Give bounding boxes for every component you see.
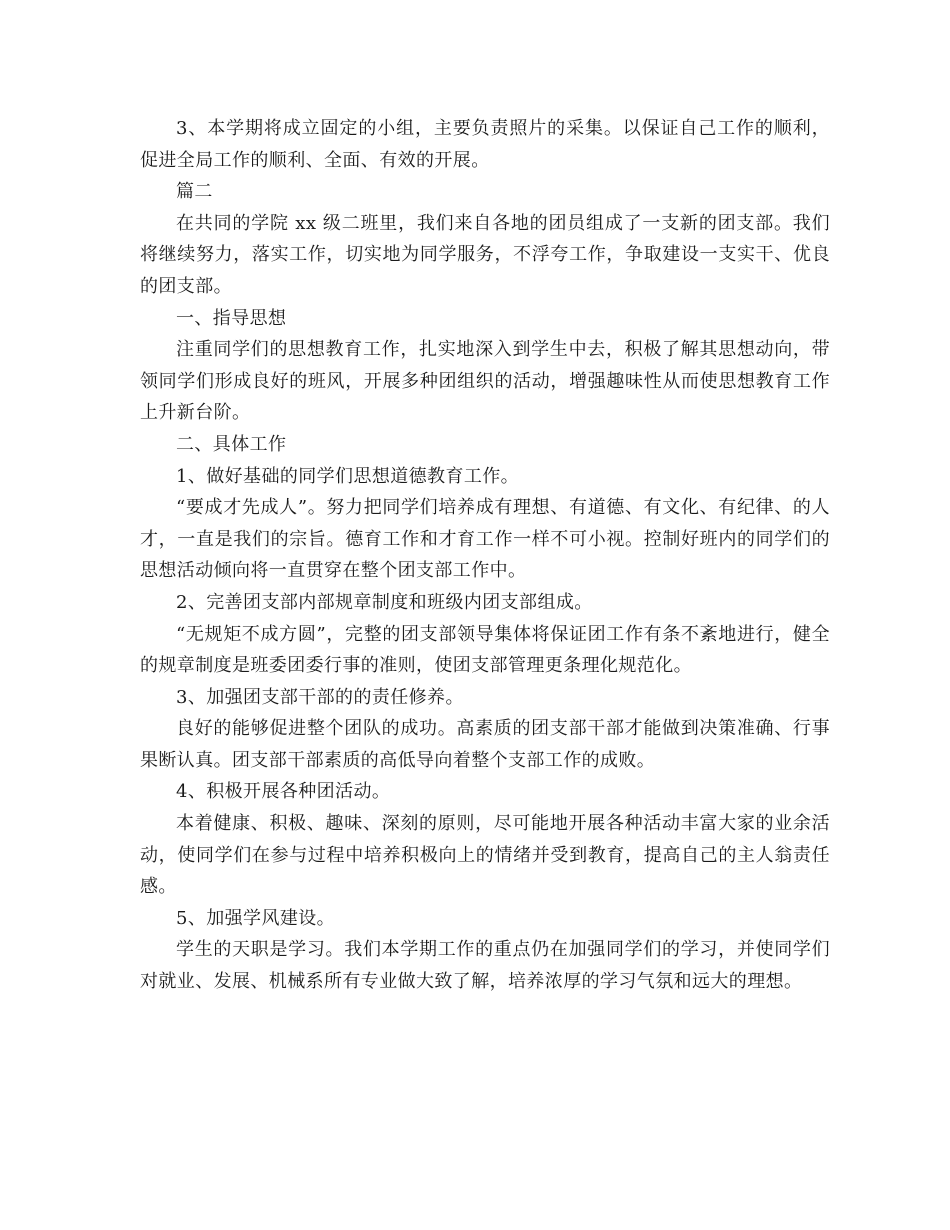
section-heading-part-two: 篇二: [176, 181, 213, 203]
paragraph-photo-group: 3、本学期将成立固定的小组，主要负责照片的采集。以保证自己工作的顺利，促进全局工作的顺利、全面、有效的开展。: [140, 118, 830, 171]
paragraph-intro: 在共同的学院 xx 级二班里，我们来自各地的团员组成了一支新的团支部。我们将继续努力，落实工作，切实地为同学服务，不浮夸工作，争取建设一支实干、优良的团支部。: [140, 212, 830, 297]
item-heading-5: 5、加强学风建设。: [176, 907, 336, 929]
item-heading-4: 4、积极开展各种团活动。: [176, 781, 391, 803]
document-body: [140, 113, 830, 998]
heading-specific-work: 二、具体工作: [176, 433, 287, 455]
paragraph-guiding-ideology: 注重同学们的思想教育工作，扎实地深入到学生中去，积极了解其思想动向，带领同学们形成良好的班风，开展多种团组织的活动，增强趣味性从而使思想教育工作上升新台阶。: [140, 339, 830, 424]
item-heading-1: 1、做好基础的同学们思想道德教育工作。: [176, 465, 520, 487]
item-heading-3: 3、加强团支部干部的的责任修养。: [176, 686, 464, 708]
item-body-1: “要成才先成人”。努力把同学们培养成有理想、有道德、有文化、有纪律、的人才，一直是我们的宗旨。德育工作和才育工作一样不可小视。控制好班内的同学们的思想活动倾向将一直贯穿在整个团支部工作中。: [140, 497, 830, 582]
item-body-2: “无规矩不成方圆”，完整的团支部领导集体将保证团工作有条不紊地进行，健全的规章制度是班委团委行事的准则，使团支部管理更条理化规范化。: [140, 623, 830, 677]
item-body-4: 本着健康、积极、趣味、深刻的原则，尽可能地开展各种活动丰富大家的业余活动，使同学们在参与过程中培养积极向上的情绪并受到教育，提高自己的主人翁责任感。: [140, 813, 830, 898]
item-body-5: 学生的天职是学习。我们本学期工作的重点仍在加强同学们的学习，并使同学们对就业、发展、机械系所有专业做大致了解，培养浓厚的学习气氛和远大的理想。: [140, 939, 830, 993]
item-body-3: 良好的能够促进整个团队的成功。高素质的团支部干部才能做到决策准确、行事果断认真。团支部干部素质的高低导向着整个支部工作的成败。: [140, 718, 830, 771]
item-heading-2: 2、完善团支部内部规章制度和班级内团支部组成。: [176, 591, 593, 613]
heading-guiding-ideology: 一、指导思想: [176, 307, 287, 329]
